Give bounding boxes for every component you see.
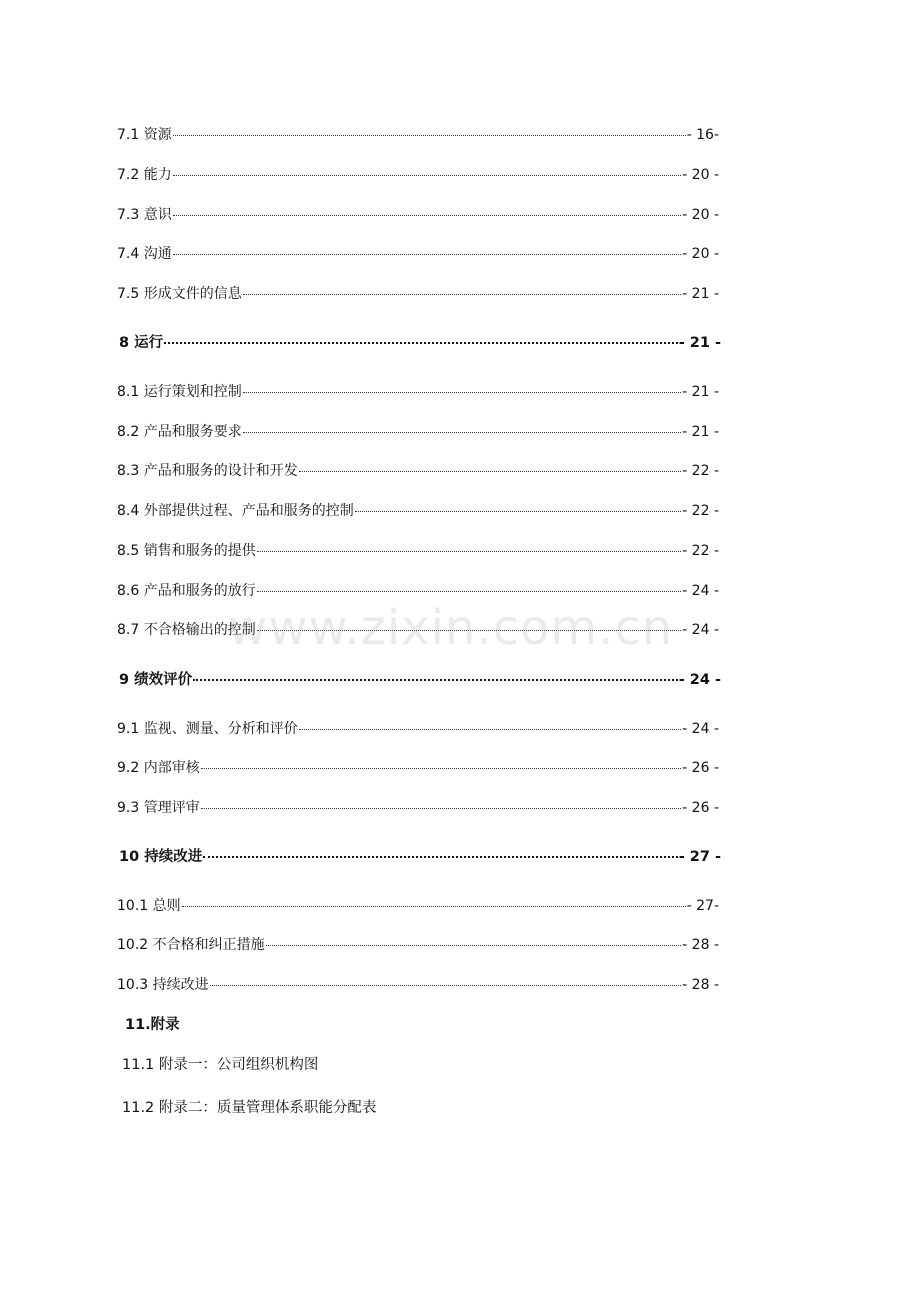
toc-dot-leader xyxy=(173,214,681,216)
toc-entry-label: 8.2 产品和服务要求 xyxy=(117,424,242,440)
toc-dot-leader xyxy=(193,678,678,681)
toc-entry-label: 8.4 外部提供过程、产品和服务的控制 xyxy=(117,503,354,519)
toc-entry[interactable] xyxy=(117,757,719,779)
toc-page-number: - 28 - xyxy=(682,977,719,993)
toc-dot-leader xyxy=(355,510,681,512)
toc-entry-label: 9.1 监视、测量、分析和评价 xyxy=(117,721,298,737)
toc-entry[interactable] xyxy=(117,895,719,917)
toc-entry[interactable] xyxy=(117,797,719,819)
toc-section-entry[interactable] xyxy=(119,332,721,354)
toc-section-entry[interactable] xyxy=(119,669,721,691)
toc-dot-leader xyxy=(173,174,681,176)
toc-entry[interactable] xyxy=(117,204,719,226)
toc-entry-label: 7.3 意识 xyxy=(117,207,172,223)
toc-entry-label: 8.6 产品和服务的放行 xyxy=(117,583,256,599)
toc-page-number: - 21 - xyxy=(682,286,719,302)
toc-page-number: - 24 - xyxy=(678,672,721,688)
toc-page-number: - 28 - xyxy=(682,937,719,953)
toc-page-number: - 22 - xyxy=(682,463,719,479)
toc-entry-label: 8.1 运行策划和控制 xyxy=(117,384,242,400)
toc-page-number: - 22 - xyxy=(682,503,719,519)
toc-page-number: - 22 - xyxy=(682,543,719,559)
toc-dot-leader xyxy=(266,944,682,946)
toc-entry[interactable] xyxy=(117,974,719,996)
toc-entry[interactable] xyxy=(117,540,719,562)
toc-entry[interactable] xyxy=(117,243,719,265)
toc-entry[interactable] xyxy=(117,421,719,443)
toc-section-entry[interactable] xyxy=(119,846,721,868)
appendix-heading: 11.附录 xyxy=(125,1017,180,1033)
toc-dot-leader xyxy=(201,767,681,769)
toc-dot-leader xyxy=(164,341,678,344)
appendix-item[interactable]: 11.2 附录二：质量管理体系职能分配表 xyxy=(122,1100,377,1116)
toc-dot-leader xyxy=(243,391,681,393)
toc-entry-label: 10.2 不合格和纠正措施 xyxy=(117,937,265,953)
toc-dot-leader xyxy=(201,807,681,809)
toc-entry[interactable] xyxy=(117,934,719,956)
toc-entry-label: 9.3 管理评审 xyxy=(117,800,200,816)
toc-entry-label: 10 持续改进 xyxy=(119,849,203,865)
toc-dot-leader xyxy=(299,728,681,730)
toc-page-number: - 27- xyxy=(686,898,719,914)
toc-page-number: - 21 - xyxy=(682,424,719,440)
toc-dot-leader xyxy=(243,293,681,295)
toc-page-number: - 24 - xyxy=(682,622,719,638)
toc-entry-label: 10.3 持续改进 xyxy=(117,977,209,993)
toc-page-number: - 16- xyxy=(686,127,719,143)
toc-dot-leader xyxy=(210,984,682,986)
toc-page-number: - 24 - xyxy=(682,721,719,737)
toc-dot-leader xyxy=(173,134,686,136)
toc-entry-label: 7.2 能力 xyxy=(117,167,172,183)
toc-entry-label: 7.1 资源 xyxy=(117,127,172,143)
toc-page-number: - 26 - xyxy=(682,800,719,816)
toc-entry[interactable] xyxy=(117,460,719,482)
toc-entry-label: 8 运行 xyxy=(119,335,164,351)
toc-entry-label: 8.3 产品和服务的设计和开发 xyxy=(117,463,298,479)
toc-dot-leader xyxy=(257,550,681,552)
toc-entry-label: 7.4 沟通 xyxy=(117,246,172,262)
toc-entry[interactable] xyxy=(117,381,719,403)
toc-page-number: - 20 - xyxy=(682,246,719,262)
toc-entry[interactable] xyxy=(117,500,719,522)
toc-entry[interactable] xyxy=(117,124,719,146)
watermark: www.zixin.com.cn xyxy=(228,600,674,656)
toc-page-number: - 20 - xyxy=(682,167,719,183)
toc-page-number: - 21 - xyxy=(678,335,721,351)
toc-page-number: - 21 - xyxy=(682,384,719,400)
toc-entry-label: 9 绩效评价 xyxy=(119,672,193,688)
toc-dot-leader xyxy=(257,629,681,631)
toc-dot-leader xyxy=(257,590,681,592)
toc-entry[interactable] xyxy=(117,580,719,602)
toc-entry-label: 7.5 形成文件的信息 xyxy=(117,286,242,302)
toc-page-number: - 26 - xyxy=(682,760,719,776)
toc-entry[interactable] xyxy=(117,718,719,740)
toc-entry-label: 10.1 总则 xyxy=(117,898,181,914)
toc-page-number: - 27 - xyxy=(678,849,721,865)
toc-dot-leader xyxy=(203,855,677,858)
toc-dot-leader xyxy=(243,431,681,433)
toc-entry[interactable] xyxy=(117,619,719,641)
toc-dot-leader xyxy=(182,905,686,907)
toc-dot-leader xyxy=(173,253,681,255)
toc-page-number: - 24 - xyxy=(682,583,719,599)
toc-page-number: - 20 - xyxy=(682,207,719,223)
toc-entry[interactable] xyxy=(117,164,719,186)
appendix-item[interactable]: 11.1 附录一：公司组织机构图 xyxy=(122,1057,319,1073)
toc-entry[interactable] xyxy=(117,283,719,305)
toc-entry-label: 8.7 不合格输出的控制 xyxy=(117,622,256,638)
toc-entry-label: 8.5 销售和服务的提供 xyxy=(117,543,256,559)
toc-dot-leader xyxy=(299,470,681,472)
toc-entry-label: 9.2 内部审核 xyxy=(117,760,200,776)
